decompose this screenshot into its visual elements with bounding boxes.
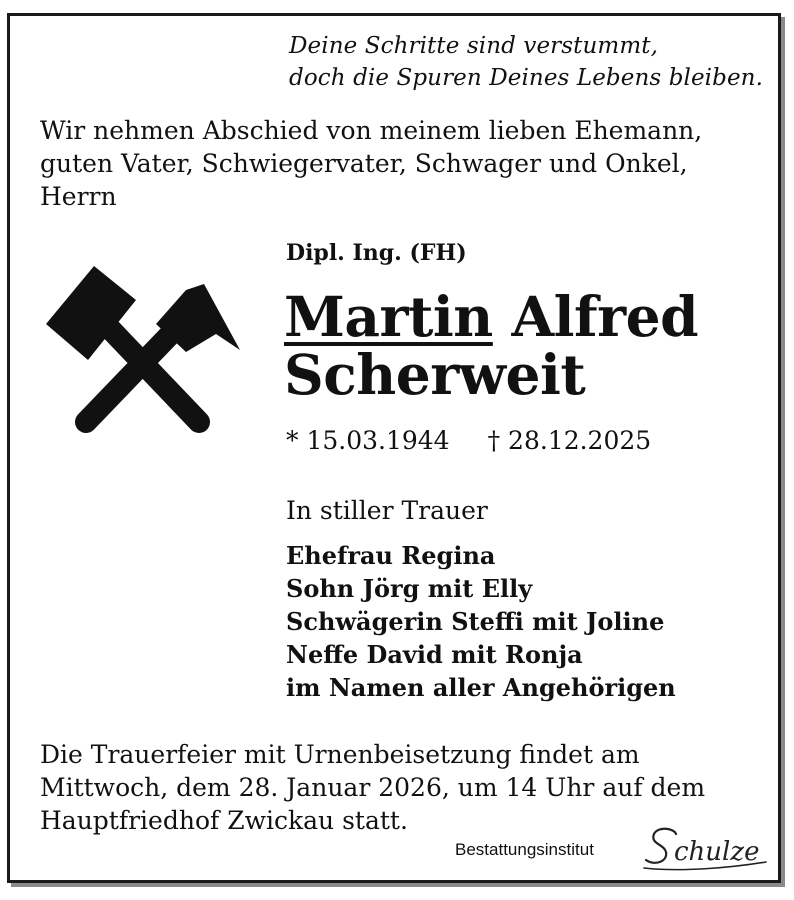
family-member: Schwägerin Steffi mit Joline — [286, 607, 665, 636]
family-member: Sohn Jörg mit Elly — [286, 574, 533, 603]
intro-line: guten Vater, Schwiegervater, Schwager und Onkel, — [40, 149, 688, 178]
life-dates — [286, 426, 651, 455]
intro-text — [40, 114, 702, 213]
birth-date: * 15.03.1944 — [286, 426, 450, 455]
motto-line: Deine Schritte sind verstummt, — [289, 33, 658, 59]
intro-line: Herrn — [40, 182, 117, 211]
death-date: † 28.12.2025 — [487, 426, 652, 455]
family-member: im Namen aller Angehörigen — [286, 673, 676, 702]
undertaker-label: Bestattungsinstitut — [455, 840, 594, 859]
motto-verse — [289, 30, 763, 94]
academic-title: Dipl. Ing. (FH) — [286, 240, 467, 266]
last-name: Scherweit — [284, 342, 586, 407]
service-line: Die Trauerfeier mit Urnenbeisetzung findet am — [40, 740, 640, 769]
mourning-heading: In stiller Trauer — [286, 496, 488, 525]
service-line: Mittwoch, dem 28. Januar 2026, um 14 Uhr auf dem — [40, 773, 706, 802]
family-member: Neffe David mit Ronja — [286, 640, 583, 669]
middle-name: Alfred — [511, 284, 699, 349]
intro-line: Wir nehmen Abschied von meinem lieben Ehemann, — [40, 116, 703, 145]
service-info — [40, 738, 705, 837]
hammer-and-pick-icon — [44, 262, 242, 434]
family-member: Ehefrau Regina — [286, 541, 496, 570]
deceased-name — [284, 284, 699, 407]
first-name: Martin — [284, 284, 493, 349]
svg-text:chulze: chulze — [674, 837, 760, 867]
undertaker-logo — [640, 822, 770, 876]
motto-line: doch die Spuren Deines Lebens bleiben. — [289, 65, 763, 91]
service-line: Hauptfriedhof Zwickau statt. — [40, 806, 408, 835]
family-list — [286, 539, 676, 704]
